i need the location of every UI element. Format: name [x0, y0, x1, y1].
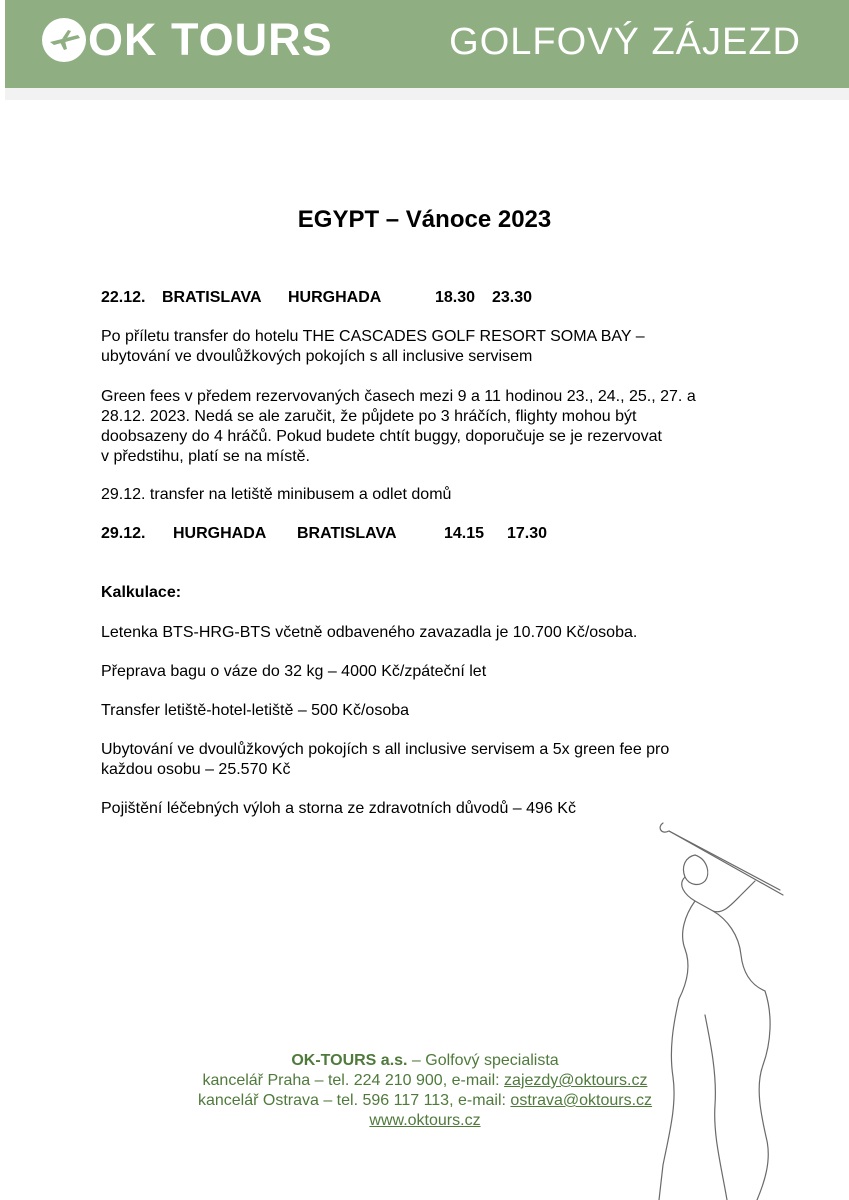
footer-praha-text: kancelář Praha – tel. 224 210 900, e-mail: — [202, 1072, 505, 1089]
departure-paragraph: 29.12. transfer na letiště minibusem a odlet domů — [101, 486, 452, 503]
golfer-silhouette-icon — [655, 815, 785, 1200]
text-line: v předstihu, platí se na místě. — [101, 448, 310, 465]
text-line: 28.12. 2023. Nedá se ale zaručit, že půjdete po 3 hráčích, flighty mohou být — [101, 408, 637, 425]
airplane-globe-icon — [42, 18, 86, 62]
flight-outbound — [101, 288, 791, 308]
flight-back-date: 29.12. — [101, 525, 146, 542]
footer-praha-line — [150, 1071, 700, 1091]
flight-out-from: BRATISLAVA — [162, 289, 262, 306]
flight-out-dep: 18.30 — [435, 289, 476, 306]
praha-email-link[interactable]: zajezdy@oktours.cz — [504, 1072, 648, 1089]
calc-item-flight: Letenka BTS-HRG-BTS včetně odbaveného zavazadla je 10.700 Kč/osoba. — [101, 624, 638, 641]
footer-ostrava-text: kancelář Ostrava – tel. 596 117 113, e-mail: — [197, 1092, 511, 1109]
flight-back-from: HURGHADA — [173, 525, 267, 542]
company-logo — [42, 14, 333, 65]
logo-text: OK TOURS — [88, 14, 333, 65]
text-line: ubytování ve dvoulůžkových pokojích s all inclusive servisem — [101, 348, 533, 365]
greenfees-paragraph — [101, 387, 791, 467]
website-link[interactable]: www.oktours.cz — [369, 1112, 481, 1129]
flight-back-arr: 17.30 — [507, 525, 548, 542]
footer-company: OK-TOURS a.s. — [291, 1052, 408, 1069]
text-line: každou osobu – 25.570 Kč — [101, 761, 291, 778]
footer-contacts — [150, 1051, 700, 1131]
calc-item-transfer: Transfer letiště-hotel-letiště – 500 Kč/osoba — [101, 702, 410, 719]
ostrava-email-link[interactable]: ostrava@oktours.cz — [510, 1092, 653, 1109]
calc-item-bag: Přeprava bagu o váze do 32 kg – 4000 Kč/zpáteční let — [101, 663, 487, 680]
calc-item-insurance: Pojištění léčebných výloh a storna ze zdravotních důvodů – 496 Kč — [101, 800, 576, 817]
footer-company-line — [150, 1051, 700, 1071]
footer-tagline: – Golfový specialista — [407, 1052, 559, 1069]
header-divider — [5, 88, 849, 100]
flight-back-dep: 14.15 — [444, 525, 485, 542]
flight-back-to: BRATISLAVA — [297, 525, 397, 542]
page-title: EGYPT – Vánoce 2023 — [297, 206, 552, 233]
text-line: Green fees v předem rezervovaných časech mezi 9 a 11 hodinou 23., 24., 25., 27. a — [101, 388, 696, 405]
transfer-paragraph — [101, 327, 791, 367]
text-line: Po příletu transfer do hotelu THE CASCADES GOLF RESORT SOMA BAY – — [101, 328, 645, 345]
text-line: Ubytování ve dvoulůžkových pokojích s all inclusive servisem a 5x green fee pro — [101, 741, 670, 758]
flight-out-to: HURGHADA — [288, 289, 382, 306]
header-title: GOLFOVÝ ZÁJEZD — [449, 21, 801, 63]
flight-return — [101, 524, 791, 544]
flight-out-date: 22.12. — [101, 289, 146, 306]
footer-website-line — [150, 1111, 700, 1131]
flight-out-arr: 23.30 — [492, 289, 533, 306]
calc-item-accommodation — [101, 740, 791, 780]
footer-ostrava-line — [150, 1091, 700, 1111]
calc-heading: Kalkulace: — [101, 584, 182, 601]
text-line: doobsazeny do 4 hráčů. Pokud budete chtít buggy, doporučuje se je rezervovat — [101, 428, 662, 445]
